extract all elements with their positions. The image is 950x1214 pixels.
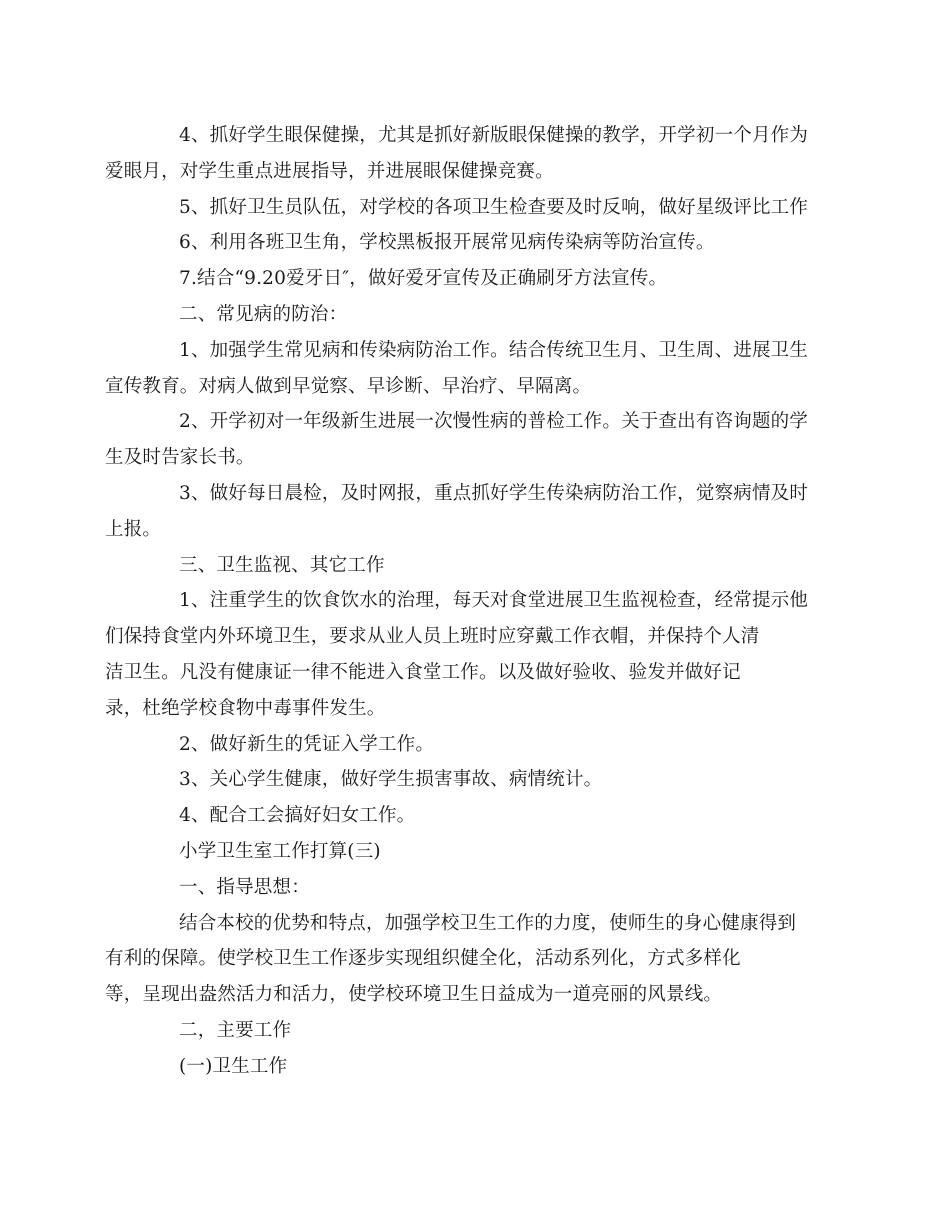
paragraph-health-statistics xyxy=(142,762,812,798)
paragraph-enrollment xyxy=(142,727,812,763)
heading-main-work xyxy=(142,1013,812,1049)
text-line: 4、配合工会搞好妇女工作。 xyxy=(179,805,416,827)
paragraph-canteen xyxy=(105,583,812,726)
paragraph-morning-check xyxy=(105,476,812,548)
section-title xyxy=(142,834,812,870)
text-line: 一、指导思想： xyxy=(179,876,310,898)
text-line: 5、抓好卫生员队伍，对学校的各项卫生检查要及时反响，做好星级评比工作 xyxy=(179,196,809,218)
paragraph-ideology xyxy=(105,906,812,1013)
text-line: 7.结合“9.20爱牙日″，做好爱牙宣传及正确刷牙方法宣传。 xyxy=(179,268,668,290)
text-line: 1、注重学生的饮食饮水的治理，每天对食堂进展卫生监视检查，经常提示他 xyxy=(179,590,809,612)
text-line: 洁卫生。凡没有健康证一律不能进入食堂工作。以及做好验收、验发并做好记 xyxy=(105,661,741,683)
text-line: 3、做好每日晨检，及时网报，重点抓好学生传染病防治工作，觉察病情及时 xyxy=(179,482,809,504)
text-line: 结合本校的优势和特点，加强学校卫生工作的力度，使师生的身心健康得到 xyxy=(179,912,797,934)
text-line: (一)卫生工作 xyxy=(179,1055,288,1077)
text-line: 1、加强学生常见病和传染病防治工作。结合传统卫生月、卫生周、进展卫生 xyxy=(179,339,809,361)
text-line: 6、利用各班卫生角，学校黑板报开展常见病传染病等防治宣传。 xyxy=(179,232,715,254)
text-line: 们保持食堂内外环境卫生，要求从业人员上班时应穿戴工作衣帽，并保持个人清 xyxy=(105,626,760,648)
heading-supervision xyxy=(142,548,812,584)
text-line: 生及时告家长书。 xyxy=(105,447,255,469)
paragraph-first-grade-check xyxy=(105,404,812,476)
text-line: 上报。 xyxy=(105,518,162,540)
paragraph-hygiene-team xyxy=(142,190,812,226)
document-body xyxy=(105,118,812,1085)
text-line: 2、开学初对一年级新生进展一次慢性病的普检工作。关于查出有咨询题的学 xyxy=(179,411,809,433)
text-line: 4、抓好学生眼保健操，尤其是抓好新版眼保健操的教学，开学初一个月作为 xyxy=(179,125,809,146)
paragraph-hygiene-corner xyxy=(142,225,812,261)
text-line: 二，主要工作 xyxy=(179,1019,292,1041)
heading-disease-prevention xyxy=(142,297,812,333)
text-line: 三、卫生监视、其它工作 xyxy=(179,554,385,576)
text-line: 等，呈现出盎然活力和活力，使学校环境卫生日益成为一道亮丽的风景线。 xyxy=(105,984,723,1006)
paragraph-disease-control xyxy=(105,333,812,405)
text-line: 二、常见病的防治： xyxy=(179,303,348,325)
paragraph-tooth-day xyxy=(142,261,812,297)
text-line: 2、做好新生的凭证入学工作。 xyxy=(179,733,435,755)
text-line: 宣传教育。对病人做到早觉察、早诊断、早治疗、早隔离。 xyxy=(105,375,592,397)
heading-guiding-ideology xyxy=(142,870,812,906)
paragraph-union xyxy=(142,798,812,834)
paragraph-eye-exercise xyxy=(105,118,812,190)
text-line: 小学卫生室工作打算(三) xyxy=(179,840,381,862)
text-line: 录，杜绝学校食物中毒事件发生。 xyxy=(105,697,386,719)
text-line: 3、关心学生健康，做好学生损害事故、病情统计。 xyxy=(179,769,603,791)
heading-hygiene-work xyxy=(142,1049,812,1085)
text-line: 有利的保障。使学校卫生工作逐步实现组织健全化，活动系列化，方式多样化 xyxy=(105,948,741,970)
text-line: 爱眼月，对学生重点进展指导，并进展眼保健操竞赛。 xyxy=(105,160,554,182)
